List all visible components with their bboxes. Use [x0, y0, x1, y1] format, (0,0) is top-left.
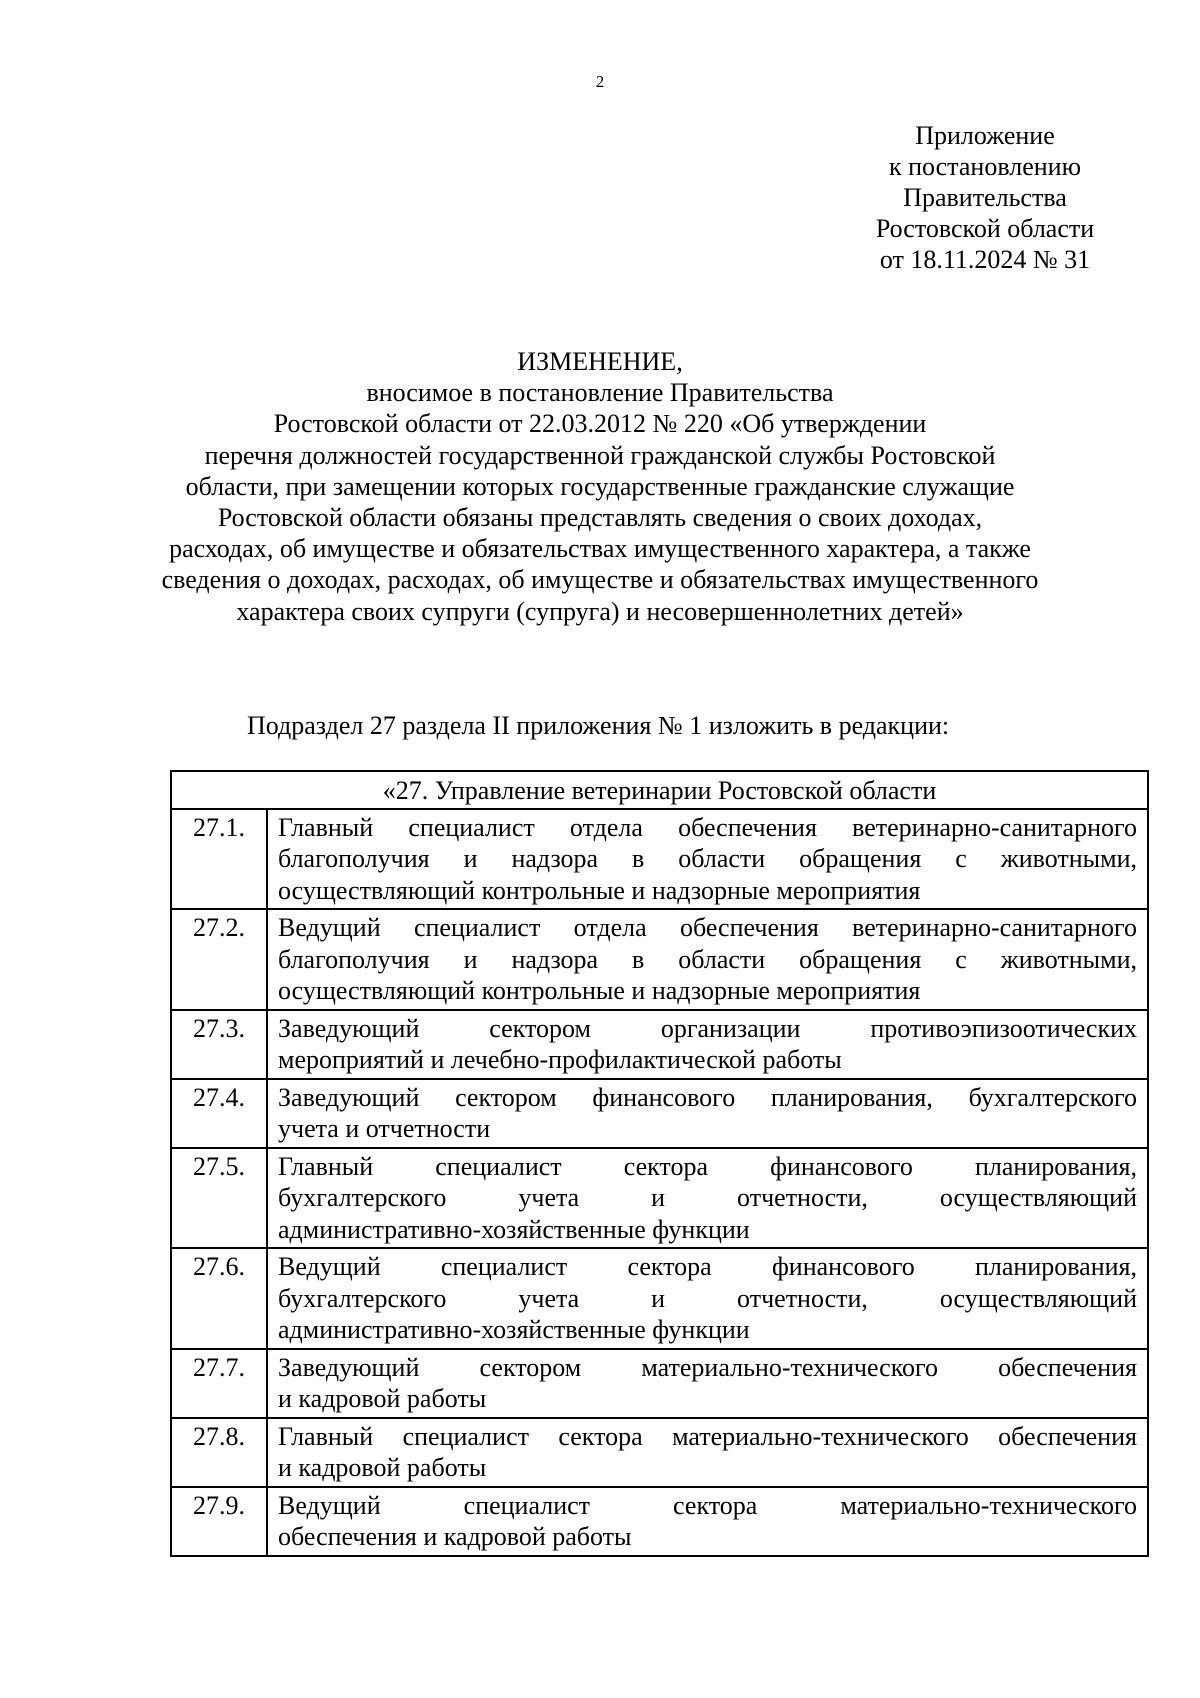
- appendix-line: Правительства: [903, 183, 1067, 212]
- table-caption-row: [171, 771, 1148, 809]
- row-text-line: административно-хозяйственные функции: [278, 1315, 750, 1344]
- row-number: 27.9.: [171, 1487, 267, 1556]
- row-text-line: мероприятий и лечебно-профилактической работы: [278, 1045, 842, 1074]
- row-text-line: Главный специалист отдела обеспечения ветеринарно-санитарного: [278, 812, 1137, 842]
- row-text-line: бухгалтерского учета и отчетности, осуществляющий: [278, 1183, 1137, 1212]
- row-text-line: учета и отчетности: [278, 1114, 491, 1143]
- row-number: 27.5.: [171, 1148, 267, 1249]
- table-row: [171, 1010, 1148, 1079]
- title-line: области, при замещении которых государственные гражданские служащие: [185, 471, 1015, 501]
- positions-table: [170, 770, 1149, 1557]
- row-position-text: [267, 1349, 1148, 1418]
- table-row: [171, 1079, 1148, 1148]
- table-row: [171, 1148, 1148, 1249]
- title-line: Ростовской области от 22.03.2012 № 220 «Об утверждении: [273, 409, 927, 439]
- row-text-line: и кадровой работы: [278, 1384, 487, 1413]
- row-text-line: Ведущий специалист сектора материально-технического: [278, 1490, 1137, 1520]
- table-row: [171, 809, 1148, 910]
- row-position-text: [267, 1418, 1148, 1487]
- row-text-line: бухгалтерского учета и отчетности, осуществляющий: [278, 1283, 1137, 1313]
- appendix-line: от 18.11.2024 № 31: [879, 245, 1091, 274]
- document-title: [100, 346, 1100, 627]
- row-text-line: Ведущий специалист сектора финансового планирования,: [278, 1252, 1137, 1281]
- row-text-line: Заведующий сектором материально-технического обеспечения: [278, 1352, 1137, 1382]
- row-position-text: [267, 1148, 1148, 1249]
- title-line: вносимое в постановление Правительства: [366, 378, 834, 408]
- row-number: 27.7.: [171, 1349, 267, 1418]
- row-text-line: административно-хозяйственные функции: [278, 1214, 750, 1244]
- row-text-line: обеспечения и кадровой работы: [278, 1522, 632, 1551]
- row-text-line: Главный специалист сектора материально-технического обеспечения: [278, 1421, 1137, 1451]
- row-text-line: осуществляющий контрольные и надзорные мероприятия: [278, 875, 921, 905]
- title-line: сведения о доходах, расходах, об имуществе и обязательствах имущественного: [161, 565, 1039, 595]
- page-number: 2: [595, 72, 605, 91]
- row-position-text: [267, 1010, 1148, 1079]
- row-number: 27.8.: [171, 1418, 267, 1487]
- row-text-line: Заведующий сектором финансового планирования, бухгалтерского: [278, 1082, 1137, 1112]
- table-row: [171, 1418, 1148, 1487]
- row-number: 27.1.: [171, 809, 267, 910]
- appendix-block: [830, 120, 1140, 275]
- row-text-line: благополучия и надзора в области обращения с животными,: [278, 944, 1137, 974]
- title-heading: ИЗМЕНЕНИЕ,: [517, 347, 683, 376]
- table-caption: «27. Управление ветеринарии Ростовской области: [171, 771, 1148, 809]
- appendix-line: Ростовской области: [875, 214, 1095, 243]
- row-position-text: [267, 809, 1148, 910]
- row-position-text: [267, 1248, 1148, 1349]
- row-number: 27.4.: [171, 1079, 267, 1148]
- table-row: [171, 1487, 1148, 1556]
- intro-paragraph: Подраздел 27 раздела II приложения № 1 изложить в редакции:: [247, 711, 950, 740]
- table-row: [171, 1248, 1148, 1349]
- table-row: [171, 1349, 1148, 1418]
- row-text-line: осуществляющий контрольные и надзорные мероприятия: [278, 976, 921, 1005]
- row-position-text: [267, 909, 1148, 1010]
- appendix-line: к постановлению: [888, 152, 1082, 181]
- row-text-line: благополучия и надзора в области обращения с животными,: [278, 844, 1137, 873]
- row-text-line: и кадровой работы: [278, 1453, 487, 1482]
- row-position-text: [267, 1487, 1148, 1556]
- appendix-line: Приложение: [915, 121, 1055, 150]
- table-row: [171, 909, 1148, 1010]
- row-number: 27.3.: [171, 1010, 267, 1079]
- row-text-line: Ведущий специалист отдела обеспечения ветеринарно-санитарного: [278, 913, 1137, 942]
- row-position-text: [267, 1079, 1148, 1148]
- title-line: расходах, об имуществе и обязательствах имущественного характера, а также: [169, 534, 1031, 564]
- row-text-line: Главный специалист сектора финансового планирования,: [278, 1151, 1137, 1181]
- title-line: Ростовской области обязаны представлять сведения о своих доходах,: [217, 503, 983, 533]
- row-number: 27.2.: [171, 909, 267, 1010]
- row-text-line: Заведующий сектором организации противоэпизоотических: [278, 1013, 1137, 1043]
- row-number: 27.6.: [171, 1248, 267, 1349]
- title-line: характера своих супруги (супруга) и несовершеннолетних детей»: [236, 596, 964, 626]
- title-line: перечня должностей государственной гражданской службы Ростовской: [204, 440, 996, 470]
